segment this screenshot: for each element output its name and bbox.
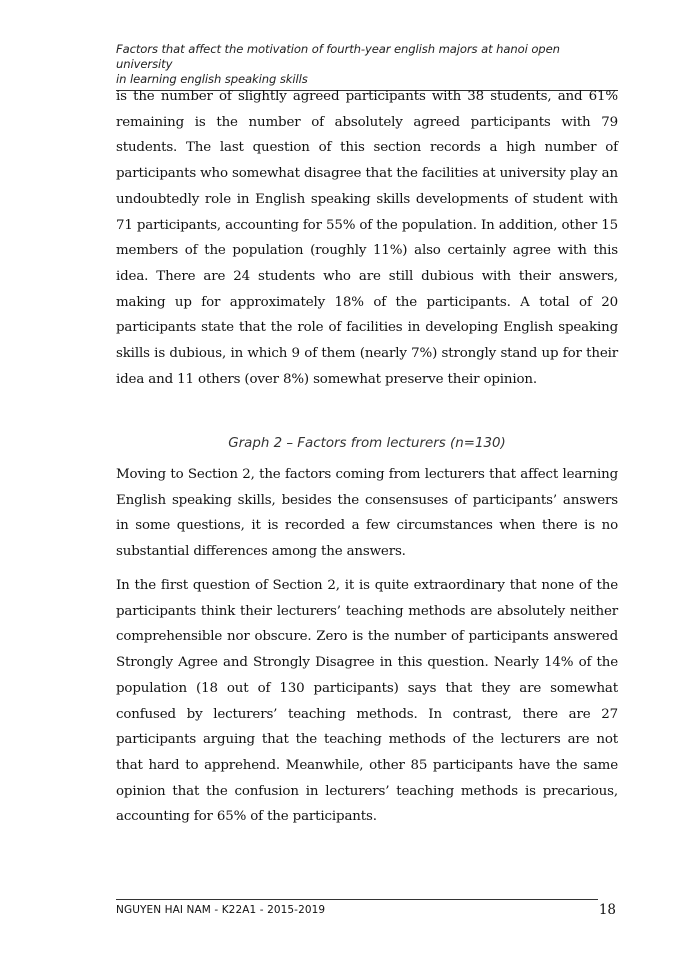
header-line-1: Factors that affect the motivation of fourth-year english majors at hanoi open university: [116, 42, 560, 71]
footer-divider: [116, 899, 598, 900]
graph-caption: Graph 2 – Factors from lecturers (n=130): [228, 436, 506, 451]
section-1-text: [116, 84, 618, 392]
paragraph-section-2-intro: Moving to Section 2, the factors coming from lecturers that affect learning English speaking skills, besides the consensuses of participants’ answers in some questions, it is recorded a few circumstances when there is no substantial differences among the answers.: [116, 467, 618, 560]
section-2-question-1: [116, 573, 618, 830]
paragraph-facilities: is the number of slightly agreed participants with 38 students, and 61% remaining is the number of absolutely agreed participants with 79 students. The last question of this section records a high number of participants who somewhat disagree that the facilities at university play an undoubtedly role in English speaking skills developments of student with 71 participants, accounting for 55% of the population. In addition, other 15 members of the population (roughly 11%) also certainly agree with this idea. There are 24 students who are still dubious with their answers, making up for approximately 18% of the participants. A total of 20 participants state that the role of facilities in developing English speaking skills is dubious, in which 9 of them (nearly 7%) strongly stand up for their idea and 11 others (over 8%) somewhat preserve their opinion.: [116, 89, 618, 387]
paragraph-teaching-methods: In the first question of Section 2, it is quite extraordinary that none of the participants think their lecturers’ teaching methods are absolutely neither comprehensible nor obscure. Zero is the number of participants answered Strongly Agree and Strongly Disagree in this question. Nearly 14% of the population (18 out of 130 participants) says that they are somewhat confused by lecturers’ teaching methods. In contrast, there are 27 participants arguing that the teaching methods of the lecturers are not that hard to apprehend. Meanwhile, other 85 participants have the same opinion that the confusion in lecturers’ teaching methods is precarious, accounting for 65% of the participants.: [116, 578, 618, 825]
section-2-intro: [116, 462, 618, 565]
page-number: 18: [598, 902, 616, 918]
header-line-2: in learning english speaking skills: [116, 72, 308, 86]
footer-author: NGUYEN HAI NAM - K22A1 - 2015-2019: [116, 904, 326, 916]
